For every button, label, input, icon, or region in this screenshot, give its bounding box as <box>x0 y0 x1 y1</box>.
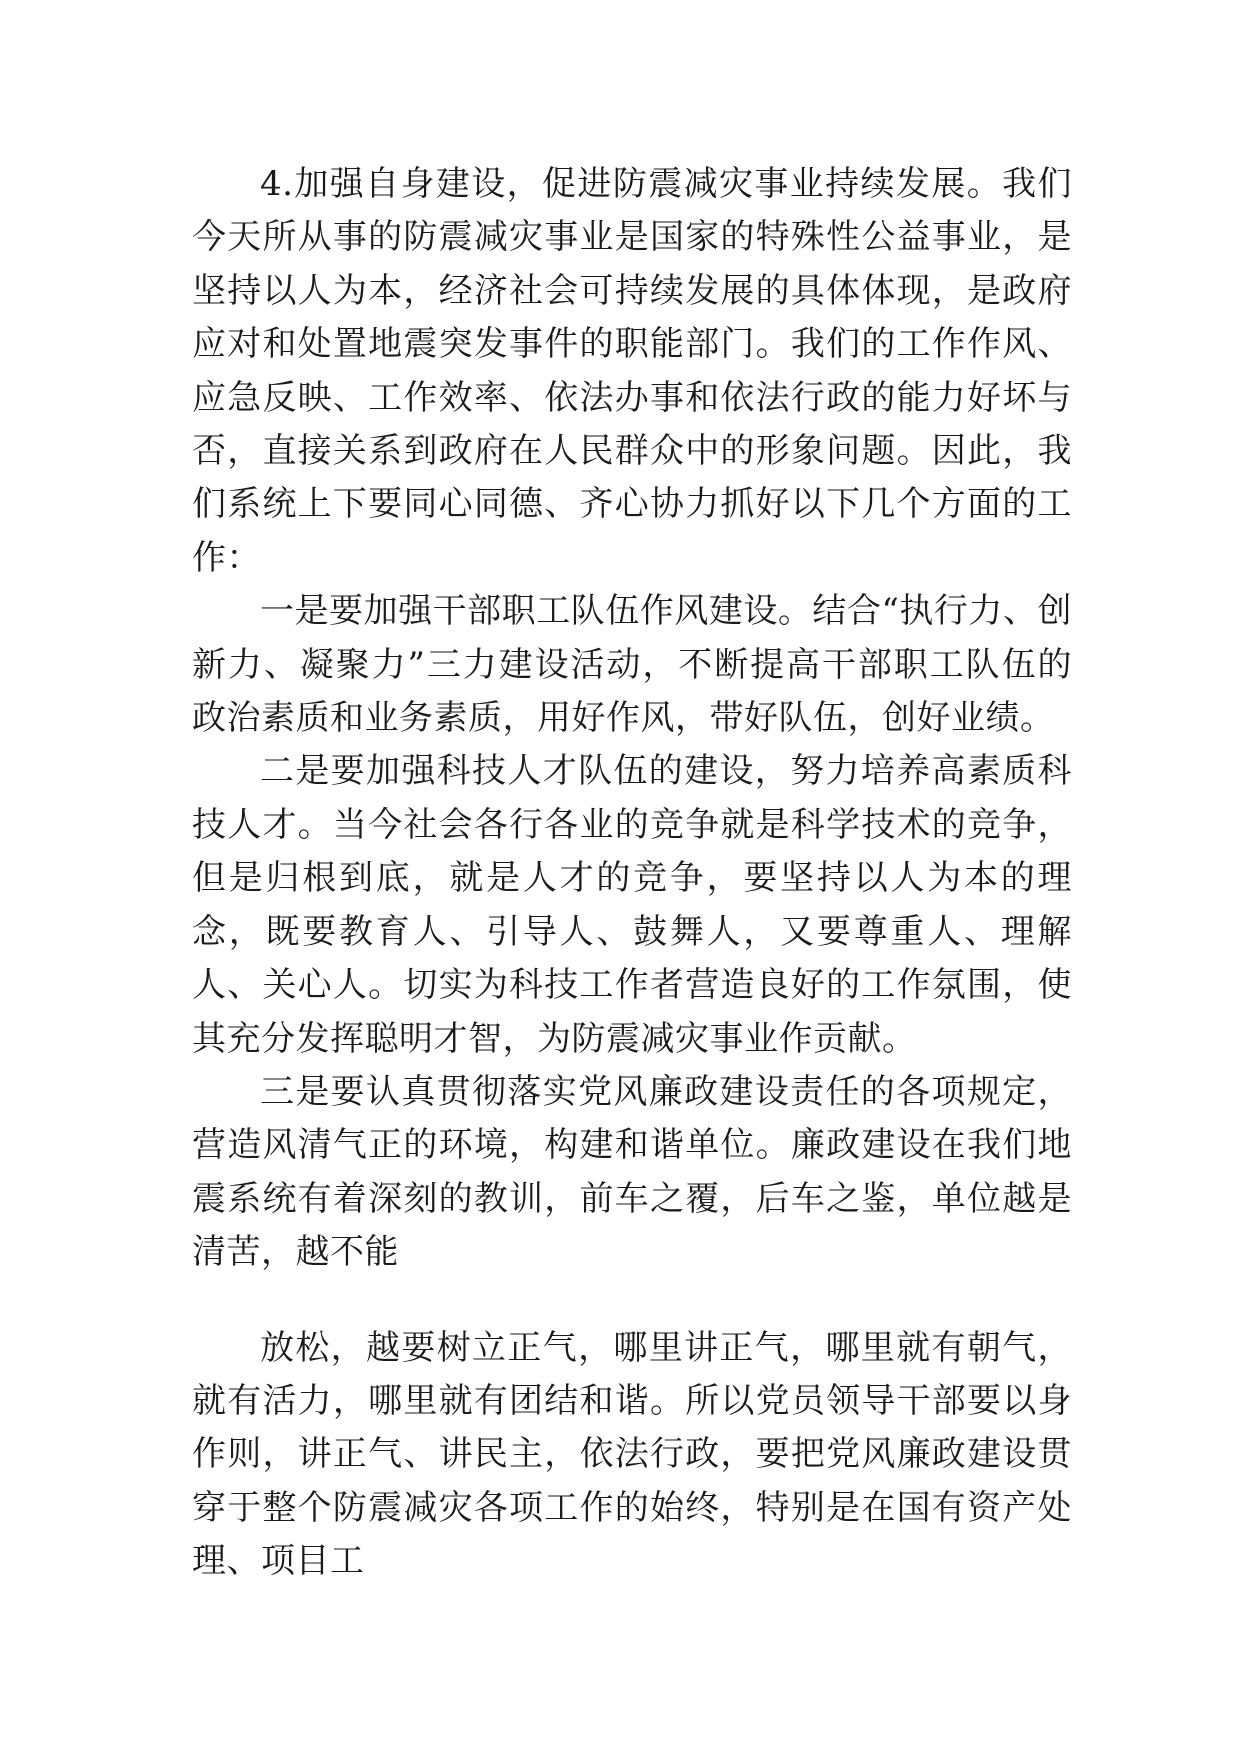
paragraph-work-style: 一是要加强干部职工队伍作风建设。结合“执行力、创新力、凝聚力”三力建设活动，不断提高干部职工队伍的政治素质和业务素质，用好作风，带好队伍，创好业绩。 <box>192 591 1072 739</box>
paragraph-integrity: 三是要认真贯彻落实党风廉政建设责任的各项规定，营造风清气正的环境，构建和谐单位。廉政建设在我们地震系统有着深刻的教训，前车之覆，后车之鉴，单位越是清苦，越不能 <box>192 1071 1072 1273</box>
document-body <box>192 158 1072 1589</box>
paragraph-break-gap <box>192 1280 1072 1322</box>
paragraph-talent-team: 二是要加强科技人才队伍的建设，努力培养高素质科技人才。当今社会各行各业的竞争就是科学技术的竞争，但是归根到底，就是人才的竞争，要坚持以人为本的理念，既要教育人、引导人、鼓舞人，又要尊重人、理解人、关心人。切实为科技工作者营造良好的工作氛围，使其充分发挥聪明才智，为防震减灾事业作贡献。 <box>192 751 1072 1059</box>
paragraph-continuation: 放松，越要树立正气，哪里讲正气，哪里就有朝气，就有活力，哪里就有团结和谐。所以党员领导干部要以身作则，讲正气、讲民主，依法行政，要把党风廉政建设贯穿于整个防震减灾各项工作的始终，特别是在国有资产处理、项目工 <box>192 1327 1072 1582</box>
paragraph-self-construction: 4.加强自身建设，促进防震减灾事业持续发展。我们今天所从事的防震减灾事业是国家的特殊性公益事业，是坚持以人为本，经济社会可持续发展的具体体现，是政府应对和处置地震突发事件的职能部门。我们的工作作风、应急反映、工作效率、依法办事和依法行政的能力好坏与否，直接关系到政府在人民群众中的形象问题。因此，我们系统上下要同心同德、齐心协力抓好以下几个方面的工作： <box>192 164 1072 578</box>
